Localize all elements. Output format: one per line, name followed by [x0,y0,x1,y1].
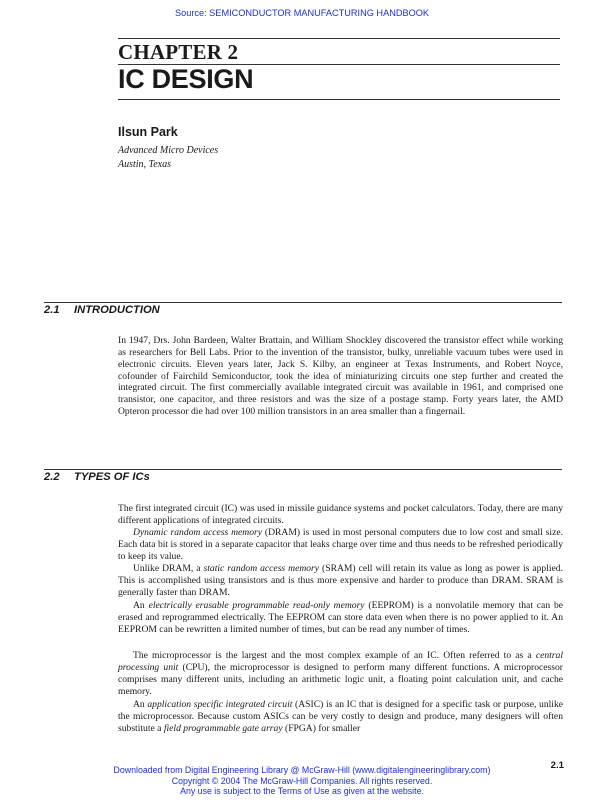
author-location: Austin, Texas [118,159,171,170]
footer-terms-link[interactable]: Any use is subject to the Terms of Use as given at the website. [180,786,424,797]
page-number: 2.1 [550,760,564,771]
section-title: TYPES OF ICs [74,471,150,483]
chapter-label: CHAPTER 2 [118,40,239,64]
section-heading-introduction [44,304,160,316]
term-fpga: field programmable gate array [163,722,283,734]
footer [0,765,604,797]
types-paragraph-1: The first integrated circuit (IC) was used in missile guidance systems and pocket calculators. Today, there are many different applications of integrated circuits. [118,503,563,526]
author-name: Ilsun Park [118,125,178,139]
chapter-rule-top [118,38,560,39]
chapter-rule-bottom [118,99,560,100]
term-cpu: central processing unit [118,650,563,673]
section-rule [44,302,562,303]
intro-paragraph: In 1947, Drs. John Bardeen, Walter Brattain, and William Shockley discovered the transistor effect while working as researchers for Bell Labs. Prior to the invention of the transistor, bulky, unreliable vacuum tubes were used in electronic circuits. Eleven years later, Jack S. Kilby, an engineer at Texas Instruments, and Robert Noyce, cofounder of Fairchild Semiconductor, took the idea of miniaturizing circuits one step further and created the integrated circuit. The first commercially available integrated circuit was available in 1961, and comprised one transistor, one capacitor, and three resistors and was the size of a postage stamp. Forty years later, the AMD Opteron processor die had over 100 million transistors in an area smaller than a fingernail. [118,335,563,418]
types-paragraph-dram: Dynamic random access memory (DRAM) is used in most personal computers due to low cost and small size. Each data bit is stored in a separate capacitor that leaks charge over time and thus needs to be refreshed periodically to keep its value. [118,527,563,562]
section-title: INTRODUCTION [74,304,160,316]
section-heading-types-of-ics [44,471,150,483]
footer-copyright-link[interactable]: Copyright © 2004 The McGraw-Hill Companies. All rights reserved. [171,775,433,786]
types-paragraph-asic: An application specific integrated circuit (ASIC) is an IC that is designed for a specific task or purpose, unlike the microprocessor. Because custom ASICs can be very costly to design and produce, many designers will often substitute a field programmable gate array (FPGA) for smaller [118,699,564,734]
types-paragraph-microprocessor: The microprocessor is the largest and the most complex example of an IC. Often referred to as a central processing unit (CPU), the microprocessor is designed to perform many different functions. A microprocessor comprises many different units, including an arithmetic logic unit, a floating point calculation unit, and cache memory. [118,650,563,697]
types-paragraph-eeprom: An electrically erasable programmable read-only memory (EEPROM) is a nonvolatile memory that can be erased and reprogrammed electrically. The EEPROM can store data even when there is no power applied to it. An EEPROM can be rewritten a limited number of times, but can be read any number of times. [118,600,563,635]
term-eeprom: electrically erasable programmable read-only memory [148,600,365,611]
footer-download-link[interactable]: Downloaded from Digital Engineering Library @ McGraw-Hill (www.digitalengineeringlibrary.com) [113,765,491,775]
section-rule [44,469,562,470]
chapter-title: IC DESIGN [118,64,254,94]
term-sram: static random access memory [203,563,320,574]
types-paragraph-sram: Unlike DRAM, a static random access memory (SRAM) cell will retain its value as long as power is applied. This is accomplished using transistors and is thus more expensive and harder to produce than DRAM. SRAM is generally faster than DRAM. [118,563,563,598]
term-asic: application specific integrated circuit [147,699,293,710]
author-organization: Advanced Micro Devices [118,145,219,156]
section-number: 2.1 [44,304,60,316]
source-line[interactable]: Source: SEMICONDUCTOR MANUFACTURING HANDBOOK [174,8,430,18]
section-number: 2.2 [44,471,60,483]
term-dram: Dynamic random access memory [133,527,263,538]
